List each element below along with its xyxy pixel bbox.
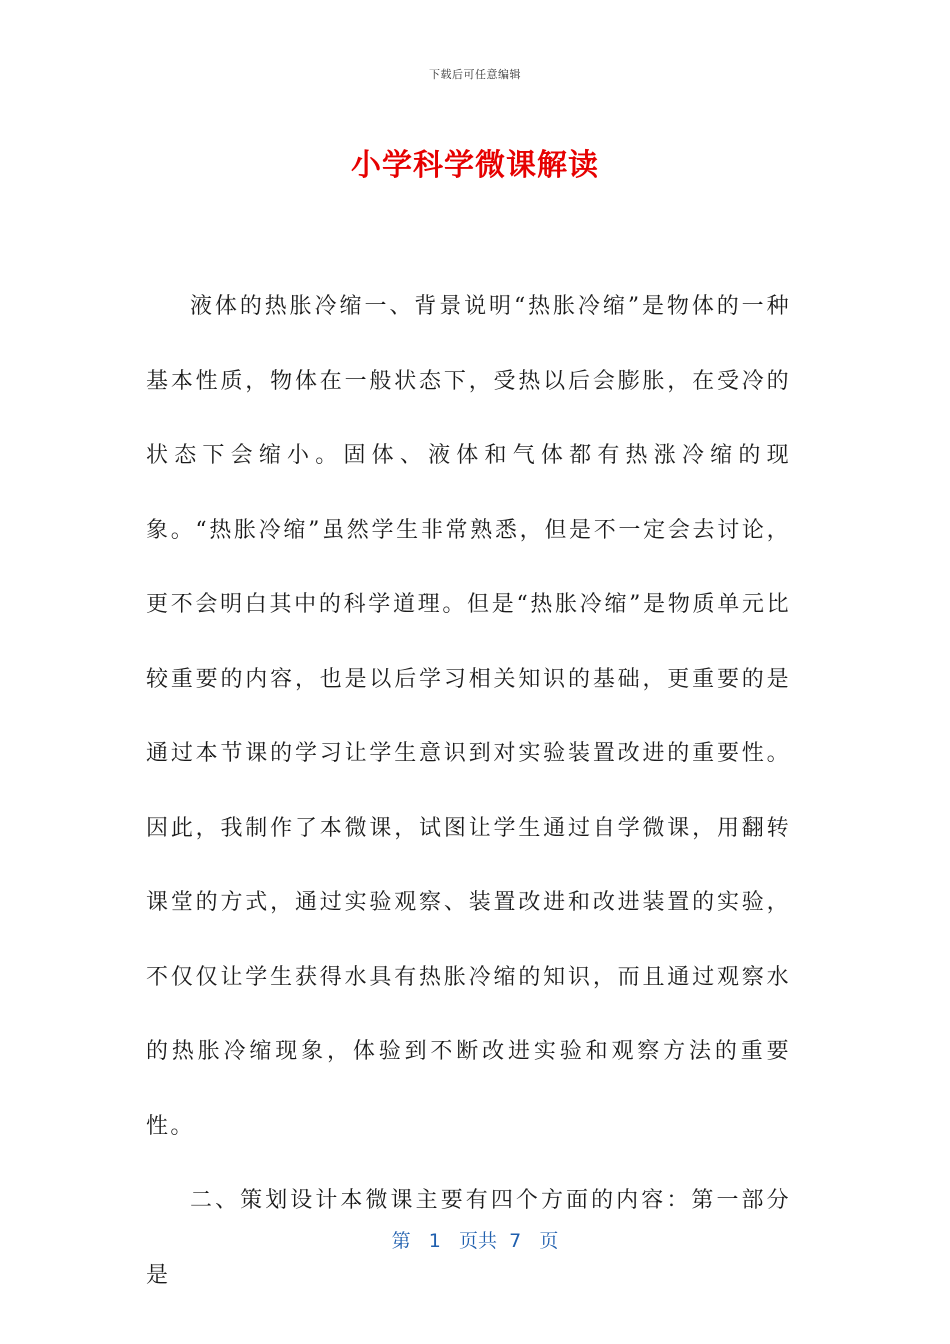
paragraph-design: 二、策划设计本微课主要有四个方面的内容：第一部分是 — [146, 1188, 791, 1288]
document-title: 小学科学微课解读 — [351, 148, 599, 183]
paragraph-background: 液体的热胀冷缩一、背景说明“热胀冷缩”是物体的一种基本性质，物体在一般状态下，受热以后会膨胀，在受冷的状态下会缩小。固体、液体和气体都有热涨冷缩的现象。“热胀冷缩”虽然学生非常熟悉，但是不一定会去讨论，更不会明白其中的科学道理。但是“热胀冷缩”是物质单元比较重要的内容，也是以后学习相关知识的基础，更重要的是通过本节课的学习让学生意识到对实验装置改进的重要性。因此，我制作了本微课，试图让学生通过自学微课，用翻转课堂的方式，通过实验观察、装置改进和改进装置的实验，不仅仅让学生获得水具有热胀冷缩的知识，而且通过观察水的热胀冷缩现象，体验到不断改进实验和观察方法的重要性。 — [146, 294, 791, 1139]
footer-prefix: 第 — [391, 1230, 411, 1252]
footer-middle: 页共 — [459, 1230, 498, 1252]
page-footer — [0, 1226, 950, 1253]
current-page-number: 1 — [428, 1230, 441, 1252]
footer-suffix: 页 — [539, 1230, 559, 1252]
total-pages-number: 7 — [509, 1230, 522, 1252]
document-body — [146, 270, 791, 1313]
header-note: 下载后可任意编辑 — [429, 68, 521, 81]
